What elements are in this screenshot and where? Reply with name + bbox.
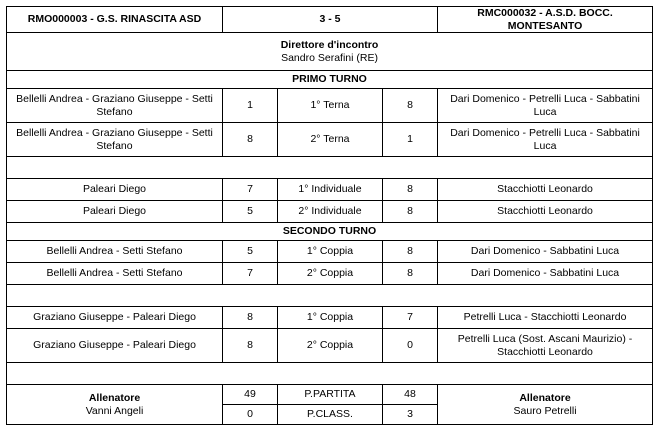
- home-players: Paleari Diego: [7, 201, 223, 223]
- game-type: 2° Coppia: [278, 263, 383, 285]
- game-type: 1° Terna: [278, 89, 383, 123]
- away-score: 8: [383, 201, 438, 223]
- home-score: 8: [223, 307, 278, 329]
- game-type: 1° Individuale: [278, 179, 383, 201]
- home-players: Bellelli Andrea - Setti Stefano: [7, 241, 223, 263]
- turn2-label: SECONDO TURNO: [7, 223, 653, 241]
- away-team: RMC000032 - A.S.D. BOCC. MONTESANTO: [438, 7, 653, 33]
- away-match-points: 48: [383, 385, 438, 405]
- game-type: 2° Individuale: [278, 201, 383, 223]
- game-row: [7, 179, 653, 201]
- game-type: 2° Terna: [278, 123, 383, 157]
- home-coach-label: Allenatore: [88, 392, 141, 404]
- home-match-points: 49: [223, 385, 278, 405]
- away-class-points: 3: [383, 405, 438, 425]
- director-label: Direttore d'incontro: [280, 39, 379, 51]
- home-score: 5: [223, 241, 278, 263]
- director-name: Sandro Serafini (RE): [281, 51, 378, 64]
- turn1-label: PRIMO TURNO: [7, 71, 653, 89]
- game-row: [7, 263, 653, 285]
- home-team: RMO000003 - G.S. RINASCITA ASD: [7, 7, 223, 33]
- blank-row: [7, 285, 653, 307]
- home-players: Paleari Diego: [7, 179, 223, 201]
- away-score: 8: [383, 179, 438, 201]
- home-coach-cell: [7, 385, 223, 425]
- away-score: 0: [383, 329, 438, 363]
- points-row: [7, 385, 653, 405]
- class-points-label: P.CLASS.: [278, 405, 383, 425]
- away-players: Dari Domenico - Petrelli Luca - Sabbatini Luca: [438, 123, 653, 157]
- home-players: Bellelli Andrea - Graziano Giuseppe - Setti Stefano: [7, 89, 223, 123]
- game-row: [7, 89, 653, 123]
- away-players: Stacchiotti Leonardo: [438, 201, 653, 223]
- match-score: 3 - 5: [223, 7, 438, 33]
- game-row: [7, 329, 653, 363]
- away-score: 8: [383, 241, 438, 263]
- away-players: Dari Domenico - Petrelli Luca - Sabbatini Luca: [438, 89, 653, 123]
- turn-heading: [7, 223, 653, 241]
- game-type: 1° Coppia: [278, 307, 383, 329]
- home-score: 8: [223, 329, 278, 363]
- blank-row: [7, 363, 653, 385]
- away-score: 8: [383, 263, 438, 285]
- away-score: 8: [383, 89, 438, 123]
- turn-heading: [7, 71, 653, 89]
- home-coach-name: Vanni Angeli: [85, 404, 144, 417]
- home-players: Graziano Giuseppe - Paleari Diego: [7, 307, 223, 329]
- away-score: 7: [383, 307, 438, 329]
- away-players: Petrelli Luca - Stacchiotti Leonardo: [438, 307, 653, 329]
- match-points-label: P.PARTITA: [278, 385, 383, 405]
- home-players: Graziano Giuseppe - Paleari Diego: [7, 329, 223, 363]
- away-players: Petrelli Luca (Sost. Ascani Maurizio) - Stacchiotti Leonardo: [438, 329, 653, 363]
- game-type: 2° Coppia: [278, 329, 383, 363]
- away-coach-cell: [438, 385, 653, 425]
- game-row: [7, 307, 653, 329]
- game-row: [7, 241, 653, 263]
- away-players: Stacchiotti Leonardo: [438, 179, 653, 201]
- away-players: Dari Domenico - Sabbatini Luca: [438, 263, 653, 285]
- away-coach-label: Allenatore: [519, 392, 571, 404]
- home-score: 7: [223, 263, 278, 285]
- home-players: Bellelli Andrea - Setti Stefano: [7, 263, 223, 285]
- home-score: 7: [223, 179, 278, 201]
- home-score: 1: [223, 89, 278, 123]
- home-players: Bellelli Andrea - Graziano Giuseppe - Setti Stefano: [7, 123, 223, 157]
- away-score: 1: [383, 123, 438, 157]
- match-report-table: [6, 6, 653, 425]
- blank-row: [7, 157, 653, 179]
- director-row: [7, 33, 653, 71]
- game-row: [7, 201, 653, 223]
- away-coach-name: Sauro Petrelli: [513, 404, 577, 417]
- header-row: [7, 7, 653, 33]
- game-type: 1° Coppia: [278, 241, 383, 263]
- home-score: 5: [223, 201, 278, 223]
- away-players: Dari Domenico - Sabbatini Luca: [438, 241, 653, 263]
- home-class-points: 0: [223, 405, 278, 425]
- home-score: 8: [223, 123, 278, 157]
- game-row: [7, 123, 653, 157]
